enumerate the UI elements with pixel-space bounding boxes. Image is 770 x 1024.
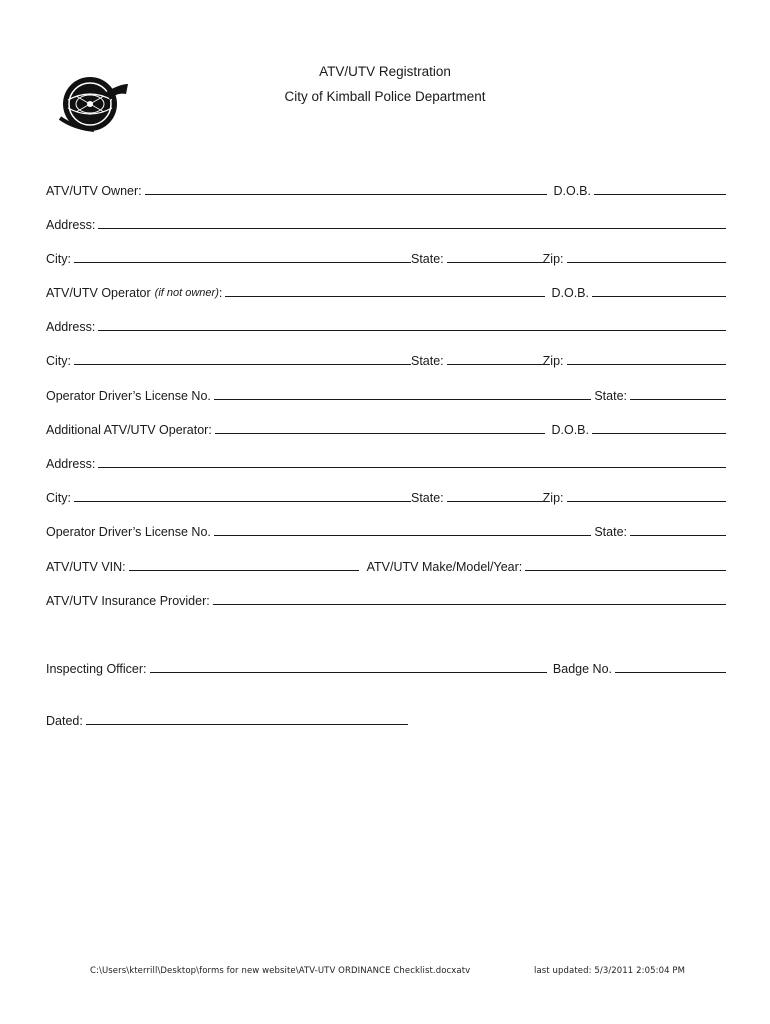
- owner-city-field[interactable]: [74, 262, 411, 263]
- additional-operator-license-label: Operator Driver’s License No.: [46, 525, 211, 539]
- additional-operator-address-label: Address:: [46, 457, 96, 471]
- operator-city-field[interactable]: [74, 364, 411, 365]
- additional-operator-license-state-label: State:: [594, 525, 627, 539]
- additional-operator-state-field[interactable]: [447, 501, 543, 502]
- owner-city-row: [46, 248, 726, 266]
- additional-operator-label: Additional ATV/UTV Operator:: [46, 423, 212, 437]
- operator-city-label: City:: [46, 354, 71, 368]
- vin-field[interactable]: [129, 570, 359, 571]
- additional-operator-license-field[interactable]: [214, 535, 591, 536]
- owner-dob-label: D.O.B.: [553, 184, 591, 198]
- inspection-row: [46, 658, 726, 676]
- owner-address-field[interactable]: [98, 228, 726, 229]
- owner-state-field[interactable]: [447, 262, 543, 263]
- badge-field[interactable]: [615, 672, 726, 673]
- operator-dob-label: D.O.B.: [551, 286, 589, 300]
- owner-row: [46, 180, 726, 198]
- operator-license-state-field[interactable]: [630, 399, 726, 400]
- operator-license-field[interactable]: [214, 399, 591, 400]
- operator-address-field[interactable]: [98, 330, 726, 331]
- owner-dob-field[interactable]: [594, 194, 726, 195]
- additional-operator-zip-field[interactable]: [567, 501, 726, 502]
- operator-address-label: Address:: [46, 320, 96, 334]
- operator-colon: :: [218, 286, 223, 300]
- owner-name-field[interactable]: [145, 194, 548, 195]
- additional-operator-dob-field[interactable]: [592, 433, 726, 434]
- additional-operator-city-label: City:: [46, 491, 71, 505]
- additional-operator-row: [46, 419, 726, 437]
- operator-state-label: State:: [411, 354, 444, 368]
- additional-operator-dob-label: D.O.B.: [551, 423, 589, 437]
- owner-label: ATV/UTV Owner:: [46, 184, 142, 198]
- dated-row: [46, 710, 408, 728]
- additional-operator-address-field[interactable]: [98, 467, 726, 468]
- vehicle-row: [46, 556, 726, 574]
- operator-name-field[interactable]: [225, 296, 545, 297]
- owner-zip-field[interactable]: [567, 262, 726, 263]
- operator-dob-field[interactable]: [592, 296, 726, 297]
- owner-city-label: City:: [46, 252, 71, 266]
- inspecting-officer-field[interactable]: [150, 672, 547, 673]
- badge-label: Badge No.: [552, 662, 612, 676]
- additional-operator-city-row: [46, 487, 726, 505]
- operator-address-row: [46, 316, 726, 334]
- operator-state-field[interactable]: [447, 364, 543, 365]
- operator-note: (if not owner): [154, 287, 219, 299]
- operator-row: [46, 282, 726, 300]
- additional-operator-name-field[interactable]: [215, 433, 546, 434]
- additional-operator-license-row: [46, 521, 726, 539]
- operator-license-row: [46, 385, 726, 403]
- make-model-year-label: ATV/UTV Make/Model/Year:: [366, 560, 523, 574]
- operator-license-label: Operator Driver’s License No.: [46, 389, 211, 403]
- footer-last-updated: last updated: 5/3/2011 2:05:04 PM: [534, 966, 686, 976]
- operator-zip-field[interactable]: [567, 364, 726, 365]
- additional-operator-state-label: State:: [411, 491, 444, 505]
- insurance-field[interactable]: [213, 604, 726, 605]
- footer-file-path: C:\Users\kterrill\Desktop\forms for new website\ATV-UTV ORDINANCE Checklist.docxatv: [90, 966, 471, 976]
- owner-state-label: State:: [411, 252, 444, 266]
- additional-operator-zip-label: Zip:: [542, 491, 564, 505]
- vin-label: ATV/UTV VIN:: [46, 560, 126, 574]
- operator-label: ATV/UTV Operator: [46, 286, 151, 300]
- make-model-year-field[interactable]: [525, 570, 726, 571]
- owner-zip-label: Zip:: [542, 252, 564, 266]
- department-name: City of Kimball Police Department: [284, 89, 486, 104]
- inspecting-officer-label: Inspecting Officer:: [46, 662, 147, 676]
- additional-operator-license-state-field[interactable]: [630, 535, 726, 536]
- form-title: ATV/UTV Registration: [319, 64, 451, 79]
- dated-field[interactable]: [86, 724, 408, 725]
- operator-zip-label: Zip:: [542, 354, 564, 368]
- operator-city-row: [46, 350, 726, 368]
- operator-license-state-label: State:: [594, 389, 627, 403]
- additional-operator-address-row: [46, 453, 726, 471]
- owner-address-label: Address:: [46, 218, 96, 232]
- additional-operator-city-field[interactable]: [74, 501, 411, 502]
- insurance-label: ATV/UTV Insurance Provider:: [46, 594, 210, 608]
- insurance-row: [46, 590, 726, 608]
- dated-label: Dated:: [46, 714, 83, 728]
- owner-address-row: [46, 214, 726, 232]
